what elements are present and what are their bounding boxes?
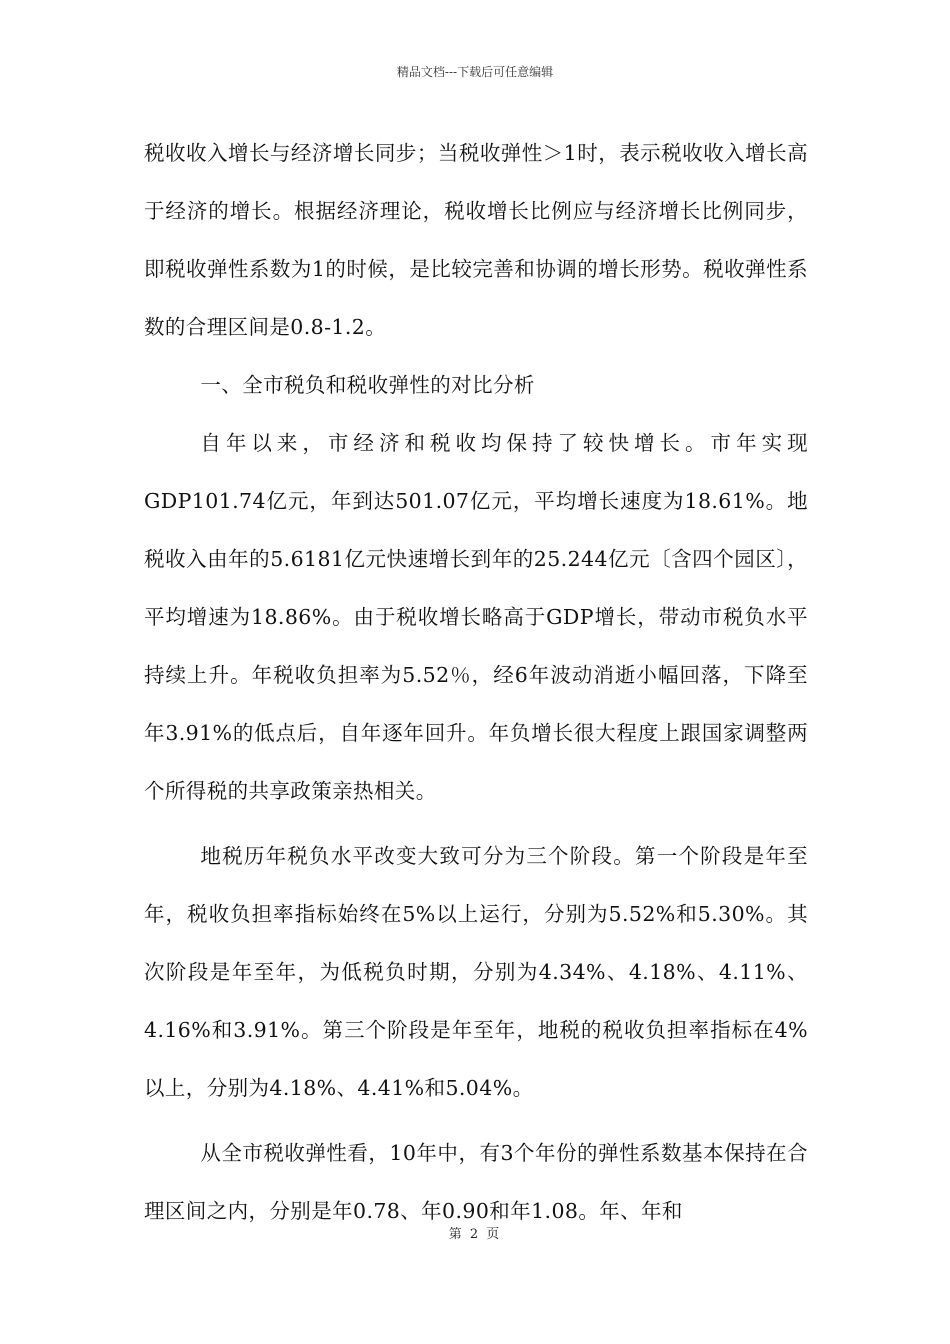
- paragraph-tax-elasticity-definition: 税收收入增长与经济增长同步；当税收弹性＞1时，表示税收收入增长高于经济的增长。根据经济理论，税收增长比例应与经济增长比例同步，即税收弹性系数为1的时候，是比较完善和协调的增长形势。税收弹性系数的合理区间是0.8-1.2。: [144, 141, 808, 339]
- page-header: 精品文档---下载后可任意编辑: [396, 65, 554, 79]
- section-heading: 一、全市税负和税收弹性的对比分析: [200, 373, 535, 397]
- paragraph-elasticity-years: 从全市税收弹性看，10年中，有3个年份的弹性系数基本保持在合理区间之内，分别是年0.78、年0.90和年1.08。年、年和: [144, 1141, 808, 1223]
- paragraph-tax-burden-stages: 地税历年税负水平改变大致可分为三个阶段。第一个阶段是年至年，税收负担率指标始终在5%以上运行，分别为5.52%和5.30%。其次阶段是年至年，为低税负时期，分别为4.34%、4.18%、4.11%、4.16%和3.91%。第三个阶段是年至年，地税的税收负担率指标在4%以上，分别为4.18%、4.41%和5.04%。: [144, 844, 808, 1100]
- paragraph-growth-overview: 自年以来，市经济和税收均保持了较快增长。市年实现GDP101.74亿元，年到达501.07亿元，平均增长速度为18.61%。地税收入由年的5.6181亿元快速增长到年的25.244亿元〔含四个园区〕，平均增速为18.86%。由于税收增长略高于GDP增长，带动市税负水平持续上升。年税收负担率为5.52％，经6年波动消逝小幅回落，下降至年3.91%的低点后，自年逐年回升。年负增长很大程度上跟国家调整两个所得税的共享政策亲热相关。: [144, 431, 808, 803]
- document-body: [144, 124, 808, 1240]
- page-number: 第 2 页: [448, 1227, 502, 1242]
